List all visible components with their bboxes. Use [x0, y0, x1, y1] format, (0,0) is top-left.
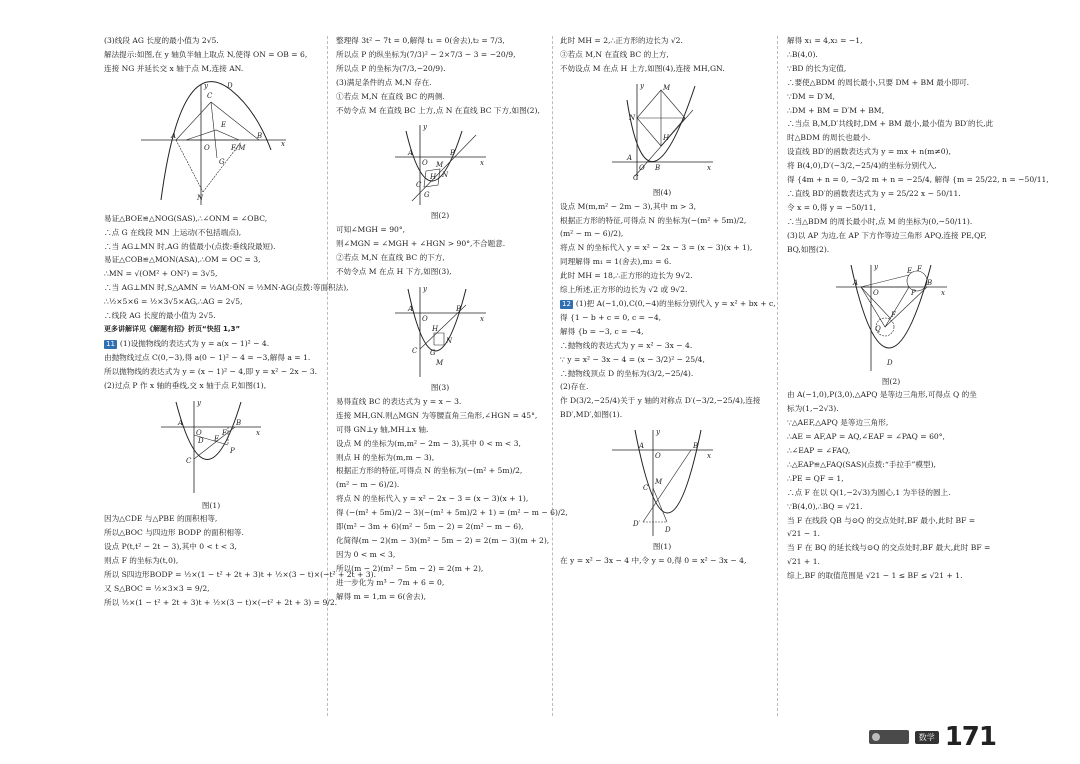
svg-text:O: O — [422, 314, 428, 323]
svg-text:x: x — [707, 452, 711, 461]
svg-text:x: x — [941, 288, 945, 297]
svg-text:N: N — [629, 113, 636, 122]
text-line: 当 F 在线段 QB 与⊙Q 的交点处时,BF 最小,此时 BF = — [787, 515, 976, 525]
page-number: 171 — [944, 722, 996, 752]
text-line: 不妨设点 M 在点 H 上方,如图(4),连接 MH,GN. — [560, 63, 725, 73]
svg-text:O: O — [204, 143, 210, 152]
figure-caption: 图(3) — [430, 382, 450, 392]
svg-text:y: y — [204, 81, 208, 90]
text-line: √21 + 1. — [787, 557, 820, 567]
text-line: ∴点 G 在线段 MN 上运动(不包括端点), — [104, 227, 242, 237]
text-line: 在 y = x² − 3x − 4 中,令 y = 0,得 0 = x² − 3x − 4, — [560, 556, 747, 566]
svg-text:O: O — [655, 452, 661, 461]
text-line: ∴当点 B,M,D′共线时,DM + BM 最小,最小值为 BD′的长,此 — [787, 119, 994, 129]
text-line: ∴点 F 在以 Q(1,−2√3)为圆心,1 为半径的圆上. — [787, 487, 951, 497]
svg-text:B: B — [927, 278, 933, 287]
svg-text:H: H — [432, 324, 439, 333]
parabola-figure-3 — [390, 283, 490, 379]
text-line: ∴DM + BM = D′M + BM, — [787, 105, 884, 115]
text-line: ∵ y = x² − 3x − 4 = (x − 3/2)² − 25/4, — [560, 354, 705, 364]
svg-text:O: O — [873, 288, 879, 297]
problem-start — [104, 337, 318, 351]
text-line: ∴½×5×6 = ½×3√5×AG,∴AG = 2√5, — [104, 297, 243, 307]
text-line: (2)过点 P 作 x 轴的垂线,交 x 轴于点 F,如图(1), — [104, 380, 267, 390]
svg-text:B: B — [655, 163, 661, 172]
svg-text:A: A — [171, 131, 177, 140]
svg-text:M: M — [436, 161, 444, 170]
text-line: (1)把 A(−1,0),C(0,−4)的坐标分别代入 y = x² + bx + c, — [575, 298, 776, 308]
text-line: ∴当 AG⊥MN 时,AG 的值最小(点拨:垂线段最短). — [104, 241, 276, 251]
text-line: 所以(m − 2)(m² − 5m − 2) = 2(m + 2), — [336, 563, 484, 573]
svg-text:O: O — [196, 428, 202, 437]
text-line: (m² − m − 6)/2), — [560, 229, 624, 239]
text-line: ∴MN = √(OM² + ON²) = 3√5, — [104, 269, 218, 279]
svg-text:y: y — [423, 284, 427, 293]
text-line: ③若点 M,N 在直线 BC 的上方, — [560, 49, 669, 59]
text-line: 综上所述,正方形的边长为 √2 或 9√2. — [560, 285, 688, 295]
svg-text:y: y — [874, 262, 878, 271]
svg-text:P: P — [911, 288, 916, 297]
text-line: 所以 ½×(1 − t² + 2t + 3)t + ½×(3 − t)×(−t² + 2t + 3) = 9/2. — [104, 597, 338, 607]
svg-text:C: C — [643, 484, 649, 493]
parabola-figure-1 — [156, 397, 266, 497]
svg-text:H: H — [663, 133, 670, 142]
page-footer — [869, 722, 996, 752]
text-line: 所以△BOC 与四边形 BODP 的面积相等. — [104, 528, 244, 538]
text-line: 所以 S四边形BODP = ½×(1 − t² + 2t + 3)t + ½×(3 − t)×(−t² + 2t + 3). — [104, 570, 376, 580]
svg-text:x: x — [281, 139, 285, 148]
svg-text:x: x — [480, 159, 484, 168]
svg-text:Q: Q — [875, 324, 881, 333]
publisher-logo-icon — [869, 730, 909, 744]
text-line: (3)以 AP 为边,在 AP 下方作等边三角形 APQ,连接 PE,QF, — [787, 230, 987, 240]
svg-text:B: B — [236, 418, 242, 427]
text-line: 因为△CDE 与△PBE 的面积相等, — [104, 514, 218, 524]
figure-caption: 图(1) — [201, 500, 221, 510]
text-line: 得 (−(m² + 5m)/2 − 3)(−(m² + 5m)/2 + 1) = (m² − m − 6)/2, — [336, 508, 568, 518]
text-line: ∴PE = QF = 1, — [787, 473, 844, 483]
svg-text:G: G — [219, 157, 225, 166]
svg-text:P: P — [230, 446, 235, 455]
svg-text:A: A — [178, 418, 184, 427]
text-line: 令 x = 0,得 y = −50/11, — [787, 202, 876, 212]
problem-start — [560, 297, 776, 311]
text-line: 可得 GN⊥y 轴,MH⊥x 轴. — [336, 424, 429, 434]
text-line: 又 S△BOC = ½×3×3 = 9/2, — [104, 583, 210, 593]
svg-text:H: H — [430, 173, 437, 182]
text-line: ∴线段 AG 长度的最小值为 2√5. — [104, 311, 216, 321]
svg-text:N: N — [442, 171, 449, 180]
column-4 — [787, 34, 1049, 583]
text-line: 得 {1 − b + c = 0, c = −4, — [560, 312, 662, 322]
parabola-figure-apq — [831, 261, 951, 373]
text-line: 将 B(4,0),D′(−3/2,−25/4)的坐标分别代入, — [787, 161, 937, 171]
text-line: 所以点 P 的纵坐标为(7/3)² − 2×7/3 − 3 = −20/9, — [336, 49, 516, 59]
text-line: ∴抛物线的表达式为 y = x² − 3x − 4. — [560, 340, 693, 350]
text-line: ∵△AEF,△APQ 是等边三角形, — [787, 418, 889, 428]
text-line: 由 A(−1,0),P(3,0),△APQ 是等边三角形,可得点 Q 的坐 — [787, 390, 977, 400]
text-line: 解得 x₁ = 4,x₂ = −1, — [787, 36, 863, 45]
text-line: ∵BD 的长为定值, — [787, 63, 847, 73]
text-line: 将点 N 的坐标代入 y = x² − 2x − 3 = (x − 3)(x + 1), — [336, 494, 529, 504]
svg-text:N: N — [446, 336, 453, 345]
text-line: 根据正方形的特征,可得点 N 的坐标为(−(m² + 5m)/2, — [560, 215, 747, 225]
svg-text:M: M — [655, 478, 663, 487]
text-line: BQ,如图(2). — [787, 244, 830, 254]
text-line: 易证△BOE≌△NOG(SAS),∴∠ONM = ∠OBC, — [104, 213, 268, 223]
svg-text:O: O — [639, 163, 645, 172]
parabola-figure-bdm — [607, 426, 717, 538]
text-line: ②若点 M,N 在直线 BC 的下方, — [336, 253, 445, 263]
text-line: 连接 NG 并延长交 x 轴于点 M,连接 AN. — [104, 63, 244, 73]
text-line: 设点 M 的坐标为(m,m² − 2m − 3),其中 0 < m < 3, — [336, 438, 521, 448]
svg-text:A: A — [853, 278, 859, 287]
svg-text:B: B — [257, 131, 263, 140]
text-line: ∴直线 BD′的函数表达式为 y = 25/22 x − 50/11. — [787, 188, 961, 198]
text-line: √21 − 1. — [787, 529, 820, 539]
svg-text:M: M — [436, 358, 444, 367]
text-line: 时△BDM 的周长也最小. — [787, 133, 871, 143]
text-line: 可知∠MGH = 90°, — [336, 225, 406, 235]
text-line: 标为(1,−2√3). — [787, 404, 839, 414]
text-line: 根据正方形的特征,可得点 N 的坐标为(−(m² + 5m)/2, — [336, 466, 523, 476]
svg-text:x: x — [256, 428, 260, 437]
text-line: 整理得 3t² − 7t = 0,解得 t₁ = 0(舍去),t₂ = 7/3, — [336, 36, 505, 45]
text-line: ∵B(4,0),∴BQ = √21. — [787, 501, 863, 511]
svg-text:D: D — [227, 81, 233, 90]
text-line: 综上,BF 的取值范围是 √21 − 1 ≤ BF ≤ √21 + 1. — [787, 571, 963, 581]
column-divider — [777, 36, 778, 716]
text-line: 则点 H 的坐标为(m,m − 3), — [336, 452, 435, 462]
svg-text:B: B — [450, 149, 456, 158]
text-line: 解法提示:如图,在 y 轴负半轴上取点 N,使得 ON = OB = 6, — [104, 49, 308, 59]
text-line: ∴B(4,0). — [787, 49, 818, 59]
text-line: 进一步化为 m³ − 7m + 6 = 0, — [336, 577, 445, 587]
svg-text:y: y — [656, 428, 660, 437]
svg-text:B: B — [693, 442, 699, 451]
text-line: (1)设抛物线的表达式为 y = a(x − 1)² − 4. — [119, 338, 270, 348]
svg-text:D′: D′ — [633, 520, 641, 529]
text-line: 则点 F 的坐标为(t,0), — [104, 556, 179, 566]
text-line: 由抛物线过点 C(0,−3),得 a(0 − 1)² − 4 = −3,解得 a = 1. — [104, 352, 311, 362]
svg-text:y: y — [423, 123, 427, 132]
svg-text:E: E — [221, 120, 227, 129]
svg-text:B: B — [456, 304, 462, 313]
text-line: 因为 0 < m < 3, — [336, 549, 396, 559]
svg-text:x: x — [707, 163, 711, 172]
svg-text:A: A — [627, 153, 633, 162]
text-line: 设点 P(t,t² − 2t − 3),其中 0 < t < 3, — [104, 542, 237, 552]
svg-text:A: A — [408, 304, 414, 313]
parabola-figure-agn — [131, 80, 291, 210]
text-line: (2)存在. — [560, 382, 589, 392]
text-line: 化简得(m − 2)(m − 3)(m² − 5m − 2) = 2(m − 3)(m + 2), — [336, 535, 550, 545]
svg-text:C: C — [412, 346, 418, 355]
text-line: ∴当△BDM 的周长最小时,点 M 的坐标为(0,−50/11). — [787, 216, 973, 226]
column-divider — [327, 36, 328, 716]
svg-text:C: C — [633, 173, 639, 182]
text-line: 解得 m = 1,m = 6(舍去), — [336, 591, 426, 601]
problem-number-badge: 12 — [562, 299, 571, 308]
svg-text:y: y — [197, 398, 201, 407]
svg-text:y: y — [640, 81, 644, 90]
text-line: 不妨令点 M 在点 H 下方,如图(3), — [336, 267, 452, 277]
svg-text:G: G — [424, 191, 430, 200]
text-line: 此时 MH = 18,∴正方形的边长为 9√2. — [560, 271, 693, 281]
svg-text:C: C — [416, 181, 422, 190]
text-line: 得 {4m + n = 0, −3/2 m + n = −25/4, 解得 {m = 25/22, n = −50/11, — [787, 175, 1049, 185]
text-line: ∴要使△BDM 的周长最小,只要 DM + BM 最小即可. — [787, 77, 970, 87]
text-line: 连接 MH,GN.则△MGN 为等腰直角三角形,∠HGN = 45°, — [336, 410, 538, 420]
text-line: 即(m² − 3m + 6)(m² − 5m − 2) = 2(m² − m − 6), — [336, 522, 524, 532]
text-line: 易证△COB≌△MON(ASA),∴OM = OC = 3, — [104, 255, 261, 265]
text-line: 作 D(3/2,−25/4)关于 y 轴的对称点 D′(−3/2,−25/4),连接 — [560, 396, 761, 406]
svg-text:O: O — [422, 159, 428, 168]
text-line: (m² − m − 6)/2). — [336, 480, 400, 490]
figure-caption: 图(4) — [652, 187, 672, 197]
svg-text:F: F — [917, 264, 922, 273]
text-line: (3)线段 AG 长度的最小值为 2√5. — [104, 36, 219, 45]
column-divider — [552, 36, 553, 716]
svg-text:M: M — [663, 83, 671, 92]
text-line: 所以点 P 的坐标为(7/3,−20/9). — [336, 63, 446, 73]
svg-text:D: D — [198, 436, 204, 445]
text-line: 所以抛物线的表达式为 y = (x − 1)² − 4,即 y = x² − 2x − 3. — [104, 366, 318, 376]
text-line: ∴△EAP≌△FAQ(SAS)(点拨:“手拉手”模型), — [787, 459, 936, 469]
svg-text:E: E — [214, 434, 220, 443]
svg-text:F: F — [222, 428, 227, 437]
figure-caption: 图(2) — [881, 376, 901, 386]
parabola-figure-2 — [390, 121, 490, 207]
text-line: 则∠MGN = ∠MGH + ∠HGN > 90°,不合题意. — [336, 239, 506, 249]
subject-label: 数学 — [915, 731, 939, 744]
svg-text:A: A — [408, 149, 414, 158]
figure-caption: 图(2) — [430, 211, 450, 221]
svg-text:G: G — [430, 348, 436, 357]
svg-text:C: C — [207, 91, 213, 100]
text-line: ∴当 AG⊥MN 时,S△AMN = ½AM·ON = ½MN·AG(点拨:等面积法), — [104, 283, 349, 293]
text-line: ∴∠EAP = ∠FAQ, — [787, 446, 851, 456]
svg-text:F/M: F/M — [231, 143, 246, 152]
text-line: 设直线 BD′的函数表达式为 y = mx + n(m≠0), — [787, 147, 951, 157]
svg-text:A: A — [639, 442, 645, 451]
text-line: 将点 N 的坐标代入 y = x² − 2x − 3 = (x − 3)(x + 1), — [560, 243, 753, 253]
text-line: 此时 MH = 2,∴正方形的边长为 √2. — [560, 36, 683, 45]
text-line: 解得 {b = −3, c = −4, — [560, 326, 644, 336]
text-line: 不妨令点 M 在直线 BC 上方,点 N 在直线 BC 下方,如图(2), — [336, 105, 540, 115]
text-line: ∴抛物线顶点 D 的坐标为(3/2,−25/4). — [560, 368, 694, 378]
svg-text:E: E — [907, 266, 913, 275]
text-line: ∴AE = AF,AP = AQ,∠EAF = ∠PAQ = 60°, — [787, 432, 945, 442]
text-line: 易得直线 BC 的表达式为 y = x − 3. — [336, 396, 462, 406]
tip-link: 更多讲解详见《解题有招》折页“快招 1,3” — [104, 324, 241, 333]
figure-caption: 图(1) — [652, 542, 672, 552]
svg-text:D: D — [665, 526, 671, 535]
text-line: (3)满足条件的点 M,N 存在. — [336, 77, 432, 87]
text-line: ∵DM = D′M, — [787, 91, 835, 101]
svg-text:F: F — [891, 310, 896, 319]
column-3 — [560, 34, 776, 568]
text-line: ①若点 M,N 在直线 BC 的两侧. — [336, 91, 445, 101]
text-line: 设点 M(m,m² − 2m − 3),其中 m > 3, — [560, 201, 697, 211]
parabola-figure-4 — [607, 80, 717, 184]
text-line: 当 F 在 BQ 的延长线与⊙Q 的交点处时,BF 最大,此时 BF = — [787, 543, 991, 553]
problem-number-badge: 11 — [106, 339, 115, 348]
svg-text:D: D — [887, 358, 893, 367]
text-line: BD′,MD′,如图(1). — [560, 410, 623, 420]
svg-text:N: N — [197, 193, 204, 202]
svg-text:x: x — [480, 314, 484, 323]
text-line: 同理解得 m₁ = 1(舍去),m₂ = 6. — [560, 257, 672, 267]
svg-text:C: C — [186, 456, 192, 465]
